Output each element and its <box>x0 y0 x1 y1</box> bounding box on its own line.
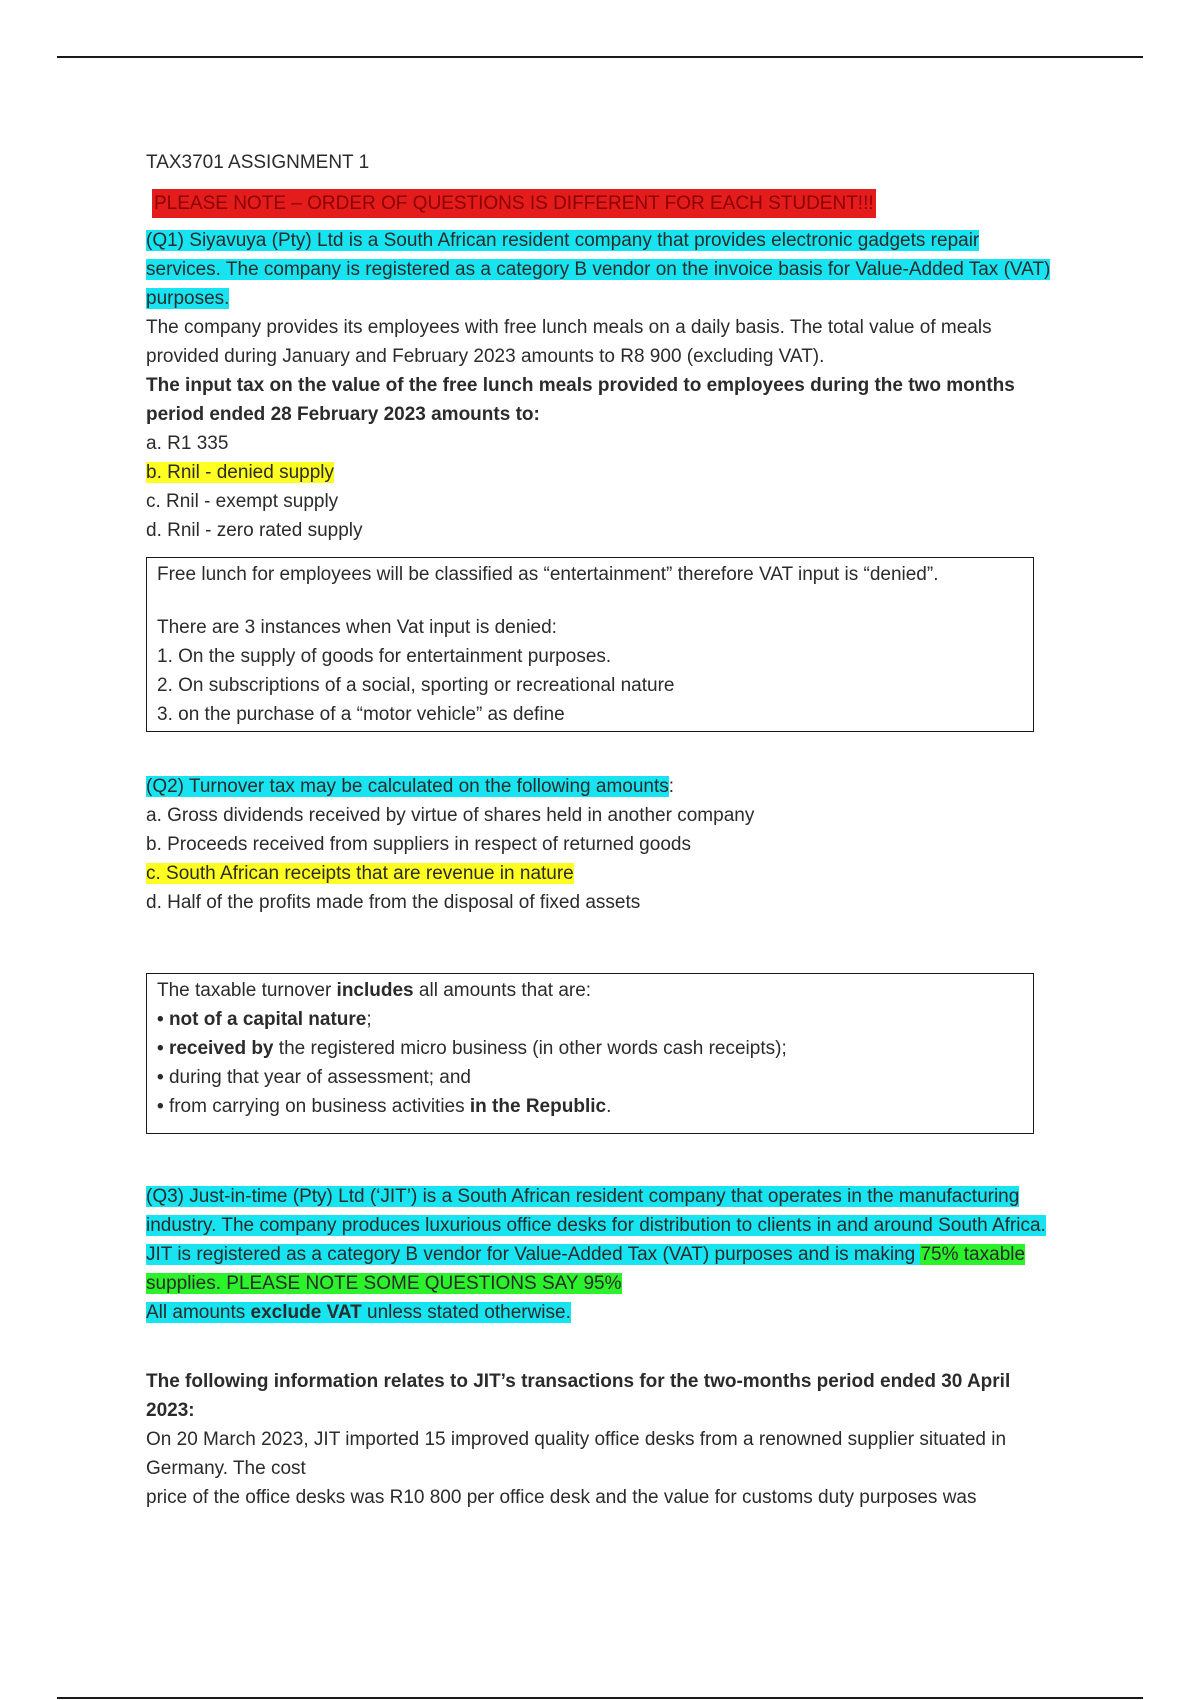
q1-option-a: a. R1 335 <box>146 433 229 454</box>
question-2 <box>146 772 1056 917</box>
page-title: TAX3701 ASSIGNMENT 1 <box>146 152 370 173</box>
q2-option-b: b. Proceeds received from suppliers in respect of returned goods <box>146 834 691 855</box>
q2-box-lead: The taxable turnover includes all amounts that are: <box>157 980 592 1001</box>
q1-box-item-3: 3. on the purchase of a “motor vehicle” as define <box>157 704 565 725</box>
q1-option-b: b. Rnil - denied supply <box>146 462 334 483</box>
q2-box-bullet-4: • from carrying on business activities in the Republic. <box>157 1092 1023 1121</box>
q2-answer-box <box>146 973 1034 1134</box>
q1-box-line2: There are 3 instances when Vat input is denied: <box>157 617 557 638</box>
q3-heading: The following information relates to JIT’s transactions for the two-months period ended 30 April 2023: <box>146 1371 1011 1421</box>
q1-option-c: c. Rnil - exempt supply <box>146 491 339 512</box>
q2-option-c: c. South African receipts that are revenue in nature <box>146 863 574 884</box>
warning-notice: PLEASE NOTE – ORDER OF QUESTIONS IS DIFFERENT FOR EACH STUDENT!!! <box>152 189 876 218</box>
q1-box-item-1: 1. On the supply of goods for entertainment purposes. <box>157 646 612 667</box>
q2-option-a: a. Gross dividends received by virtue of shares held in another company <box>146 805 755 826</box>
q1-box-line1: Free lunch for employees will be classified as “entertainment” therefore VAT input is “denied”. <box>157 564 939 585</box>
q3-para-1: On 20 March 2023, JIT imported 15 improved quality office desks from a renowned supplier situated in Germany. The cost <box>146 1429 1007 1479</box>
q3-intro: (Q3) Just-in-time (Pty) Ltd (‘JIT’) is a South African resident company that operates in the manufacturing industry. The company produces luxurious office desks for distribution to clients in and around South Africa. JIT is registered as a category B vendor for Value-Added Tax (VAT) purposes and is making <box>146 1186 1046 1265</box>
q2-intro: (Q2) Turnover tax may be calculated on the following amounts <box>146 776 669 797</box>
q3-green-note: 75% taxable supplies. PLEASE NOTE SOME QUESTIONS SAY 95% <box>146 1244 1026 1294</box>
q2-option-d: d. Half of the profits made from the disposal of fixed assets <box>146 892 641 913</box>
document-page <box>146 140 1056 1512</box>
q2-box-bullet-3: • during that year of assessment; and <box>157 1063 1023 1092</box>
q1-option-d: d. Rnil - zero rated supply <box>146 520 363 541</box>
q2-intro-colon: : <box>668 776 675 797</box>
bottom-rule <box>57 1697 1143 1699</box>
q1-body: The company provides its employees with free lunch meals on a daily basis. The total value of meals provided during January and February 2023 amounts to R8 900 (excluding VAT). <box>146 317 992 367</box>
q3-amounts-note: All amounts exclude VAT unless stated otherwise. <box>146 1302 571 1323</box>
top-rule <box>57 56 1143 58</box>
question-3 <box>146 1182 1056 1512</box>
q1-question: The input tax on the value of the free lunch meals provided to employees during the two months period ended 28 February 2023 amounts to: <box>146 375 1015 425</box>
q3-para-2: price of the office desks was R10 800 per office desk and the value for customs duty purposes was <box>146 1487 977 1508</box>
q1-answer-box <box>146 557 1034 732</box>
q2-box-bullet-2: • received by the registered micro business (in other words cash receipts); <box>157 1034 1023 1063</box>
q1-box-item-2: 2. On subscriptions of a social, sporting or recreational nature <box>157 675 675 696</box>
q2-box-bullet-1: • not of a capital nature; <box>157 1005 1023 1034</box>
q1-intro: (Q1) Siyavuya (Pty) Ltd is a South African resident company that provides electronic gadgets repair services. The company is registered as a category B vendor on the invoice basis for Value-Added Tax (VAT) purposes. <box>146 230 1051 309</box>
question-1 <box>146 226 1056 545</box>
